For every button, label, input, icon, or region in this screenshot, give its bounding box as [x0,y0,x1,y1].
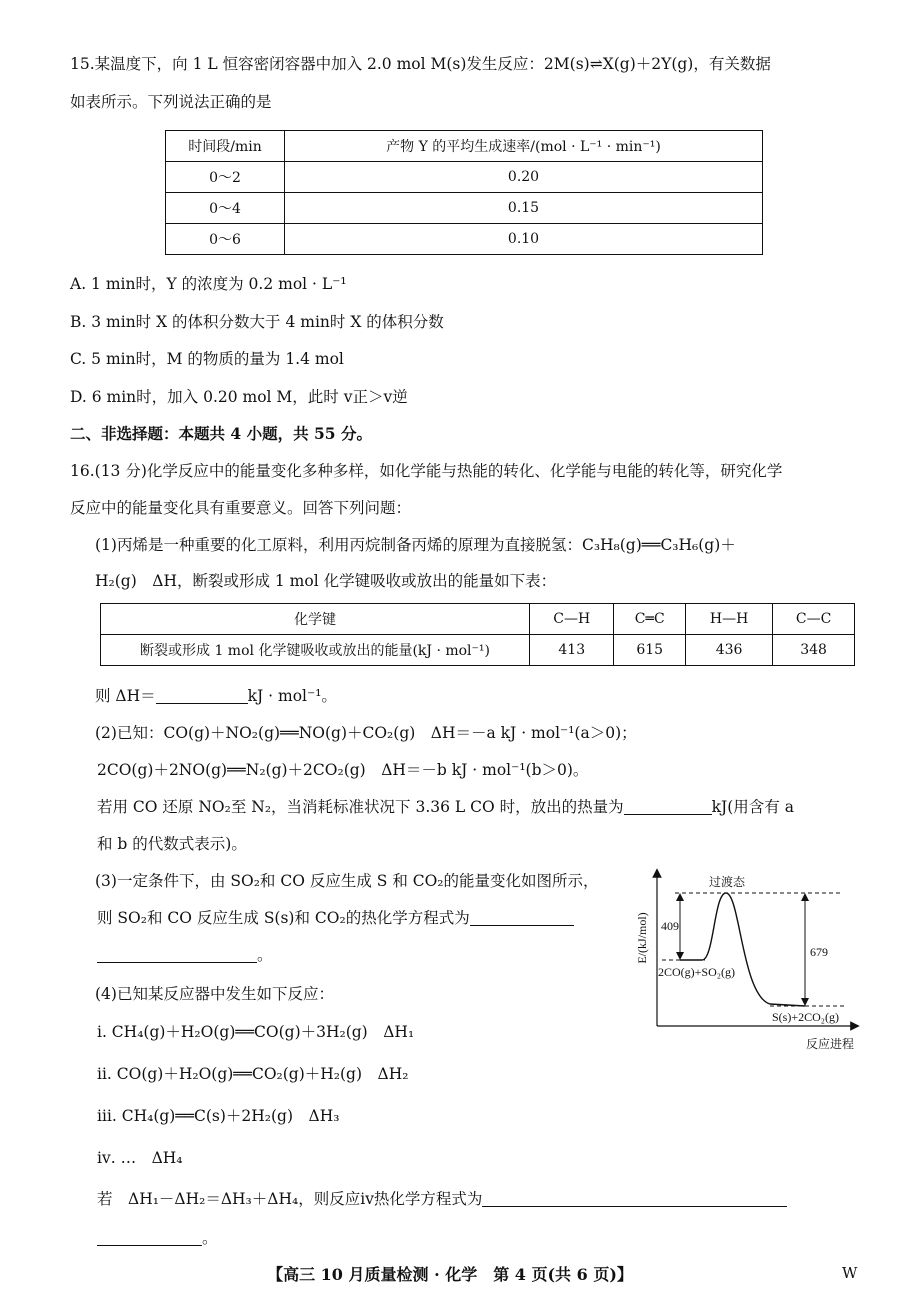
question-text: 。 [202,1229,218,1247]
question-text: 。 [257,946,273,964]
q16-part4-question [97,1188,787,1210]
energy-diagram [630,868,860,1053]
table-cell: 615 [614,635,685,666]
table-row [166,162,763,193]
table-row [166,131,763,162]
bond-energy-table [100,603,855,666]
table-row [166,193,763,224]
answer-blank[interactable] [97,946,257,963]
q16-intro-line2: 反应中的能量变化具有重要意义。回答下列问题： [70,499,412,517]
q16-part3-line2 [97,907,574,929]
q16-part3-line3 [97,944,273,966]
table-header-cell: 时间段/min [166,131,285,162]
q16-part2-line1: (2)已知：CO(g)＋NO₂(g)══NO(g)＋CO₂(g) ΔH＝－a kJ · mol⁻¹(a＞0)； [95,724,637,742]
table-header-cell: H—H [685,604,772,635]
drop-value-label: 679 [810,945,828,959]
answer-blank[interactable] [624,798,712,815]
q16-part4-reaction1: ⅰ. CH₄(g)＋H₂O(g)══CO(g)＋3H₂(g) ΔH₁ [97,1023,415,1041]
q16-part3-line1: (3)一定条件下，由 SO₂和 CO 反应生成 S 和 CO₂的能量变化如图所示， [95,872,599,890]
table-cell: 0～6 [166,224,285,255]
q15-option-d: D. 6 min时，加入 0.20 mol M，此时 v正＞v逆 [70,388,408,406]
q16-part4-question-cont [97,1227,218,1249]
q16-part4-line1: (4)已知某反应器中发生如下反应： [95,985,334,1003]
q16-part4-reaction4: ⅳ. … ΔH₄ [97,1149,183,1167]
x-axis-label: 反应进程 [805,1037,855,1051]
table-header-cell: 产物 Y 的平均生成速率/(mol · L⁻¹ · min⁻¹) [285,131,763,162]
question-text: 若用 CO 还原 NO₂至 N₂，当消耗标准状况下 3.36 L CO 时，放出的热量为 [97,798,624,816]
q15-stem-line1: 15.某温度下，向 1 L 恒容密闭容器中加入 2.0 mol M(s)发生反应：2M(s)⇌X(g)＋2Y(g)，有关数据 [70,55,771,73]
table-cell: 0.15 [285,193,763,224]
table-cell: 436 [685,635,772,666]
q16-part4-reaction2: ⅱ. CO(g)＋H₂O(g)══CO₂(g)＋H₂(g) ΔH₂ [97,1065,409,1083]
q16-part2-line3 [97,796,794,818]
question-text: 则 SO₂和 CO 反应生成 S(s)和 CO₂的热化学方程式为 [97,909,470,927]
table-cell: 348 [773,635,855,666]
reactant-label: 2CO(g)+SO₂(g) [658,965,735,979]
q16-intro-line1: 16.(13 分)化学反应中的能量变化多种多样，如化学能与热能的转化、化学能与电能的转化等，研究化学 [70,462,783,480]
q16-part1-line1: (1)丙烯是一种重要的化工原料，利用丙烷制备丙烯的原理为直接脱氢：C₃H₈(g)══C₃H₆(g)＋ [95,536,736,554]
table-header-cell: C—C [773,604,855,635]
table-cell: 0.10 [285,224,763,255]
table-row [101,604,855,635]
q15-stem-line2: 如表所示。下列说法正确的是 [70,93,272,111]
answer-prefix: 则 ΔH＝ [95,687,156,705]
table-cell: 0.20 [285,162,763,193]
answer-blank[interactable] [482,1190,787,1207]
answer-suffix: kJ · mol⁻¹。 [247,687,337,705]
table-cell: 413 [530,635,614,666]
answer-blank[interactable] [156,687,248,704]
energy-curve [680,893,805,1006]
q16-part1-answer [95,685,337,707]
table-cell: 断裂或形成 1 mol 化学键吸收或放出的能量(kJ · mol⁻¹) [101,635,530,666]
question-text: 若 ΔH₁－ΔH₂＝ΔH₃＋ΔH₄，则反应ⅳ热化学方程式为 [97,1190,483,1208]
q15-option-b: B. 3 min时 X 的体积分数大于 4 min时 X 的体积分数 [70,313,444,331]
q15-option-a: A. 1 min时，Y 的浓度为 0.2 mol · L⁻¹ [70,275,347,293]
ea-value-label: 409 [661,919,679,933]
table-row [101,635,855,666]
product-label: S(s)+2CO₂(g) [772,1010,839,1024]
section-heading: 二、非选择题：本题共 4 小题，共 55 分。 [70,424,372,443]
table-header-cell: C—H [530,604,614,635]
corner-mark: W [842,1264,858,1282]
ts-label: 过渡态 [708,875,746,889]
table-row [166,224,763,255]
question-text: kJ(用含有 a [711,798,794,816]
answer-blank[interactable] [470,909,574,926]
page-footer: 【高三 10 月质量检测 · 化学 第 4 页(共 6 页)】 [267,1265,633,1284]
q16-part4-reaction3: ⅲ. CH₄(g)══C(s)＋2H₂(g) ΔH₃ [97,1107,340,1125]
energy-diagram-svg [630,868,860,1053]
q16-part2-line4: 和 b 的代数式表示)。 [97,835,247,853]
q15-option-c: C. 5 min时，M 的物质的量为 1.4 mol [70,350,344,368]
q15-rate-table [165,130,763,255]
y-axis-label: E/(kJ/mol) [635,912,649,964]
table-header-cell: 化学键 [101,604,530,635]
table-cell: 0～2 [166,162,285,193]
table-cell: 0～4 [166,193,285,224]
table-header-cell: C═C [614,604,685,635]
q16-part2-line2: 2CO(g)＋2NO(g)══N₂(g)＋2CO₂(g) ΔH＝－b kJ · mol⁻¹(b＞0)。 [97,761,589,779]
q16-part1-line2: H₂(g) ΔH，断裂或形成 1 mol 化学键吸收或放出的能量如下表： [95,572,557,590]
answer-blank[interactable] [97,1229,202,1246]
